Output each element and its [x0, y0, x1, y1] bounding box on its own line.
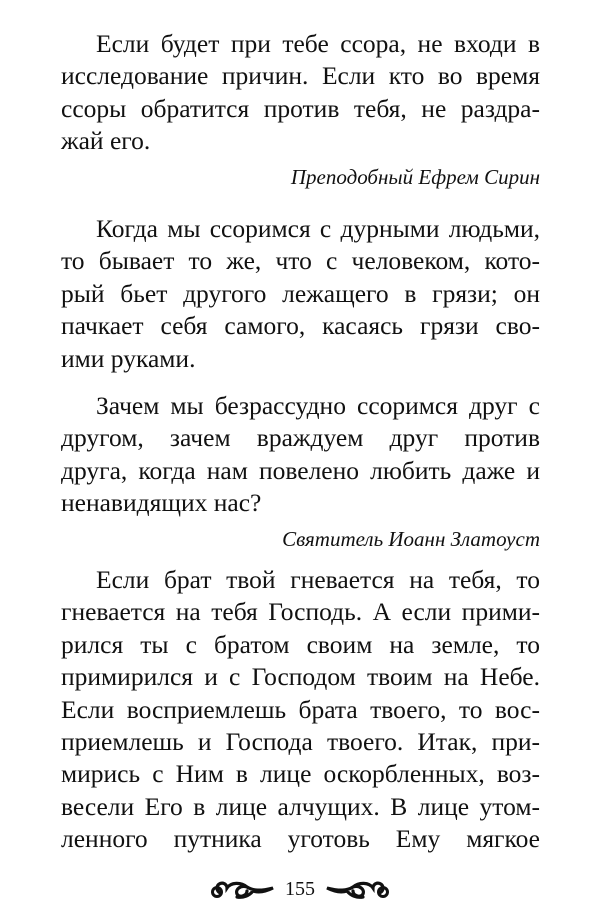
attribution: Преподобный Ефрем Сирин	[290, 164, 540, 189]
attribution: Святитель Иоанн Златоуст	[282, 526, 540, 551]
text-line: Зачем мы безрассудно ссоримся друг с	[96, 391, 540, 420]
text-line: примирился и с Господом твоим на Небе.	[61, 662, 540, 692]
text-line: весели Его в лице алчущих. В лице утом-	[61, 791, 540, 821]
text-line: ими руками.	[61, 343, 196, 373]
text-line: Если брат твой гневается на тебя, то	[96, 565, 540, 594]
text-line: Когда мы ссоримся с дурными людьми,	[96, 214, 540, 243]
paragraph-1	[61, 28, 540, 193]
text-line: мирись с Ним в лице оскорбленных, воз-	[61, 759, 540, 789]
text-line: рился ты с братом своим на земле, то	[61, 629, 540, 659]
text-line: другом, зачем враждуем друг против	[61, 423, 540, 453]
paragraph-3	[61, 390, 540, 555]
paragraph-4	[61, 564, 540, 856]
text-line: друга, когда нам повелено любить даже и	[61, 455, 540, 485]
text-line: Если будет при тебе ссора, не входи в	[96, 29, 540, 58]
text-line: ленного путника уготовь Ему мягкое	[61, 824, 540, 854]
text-line: то бывает то же, что с человеком, кото-	[61, 246, 540, 276]
text-line: ненавидящих нас?	[61, 488, 262, 518]
text-line: рый бьет другого лежащего в грязи; он	[61, 278, 540, 308]
text-line: жай его.	[61, 126, 151, 156]
text-line: ссоры обратится против тебя, не раздра-	[61, 93, 540, 123]
text-line: пачкает себя самого, касаясь грязи сво-	[61, 311, 540, 341]
ornament-left-icon	[207, 879, 277, 901]
page-number: 155	[285, 878, 315, 900]
text-line: Если восприемлешь брата твоего, то вос-	[61, 694, 540, 724]
paragraph-2	[61, 213, 540, 375]
ornament-right-icon	[323, 879, 393, 901]
text-line: исследование причин. Если кто во время	[61, 61, 540, 91]
page-footer	[0, 878, 600, 901]
text-line: приемлешь и Господа твоего. Итак, при-	[61, 726, 540, 756]
text-line: гневается на тебя Господь. А если прими-	[61, 597, 540, 627]
